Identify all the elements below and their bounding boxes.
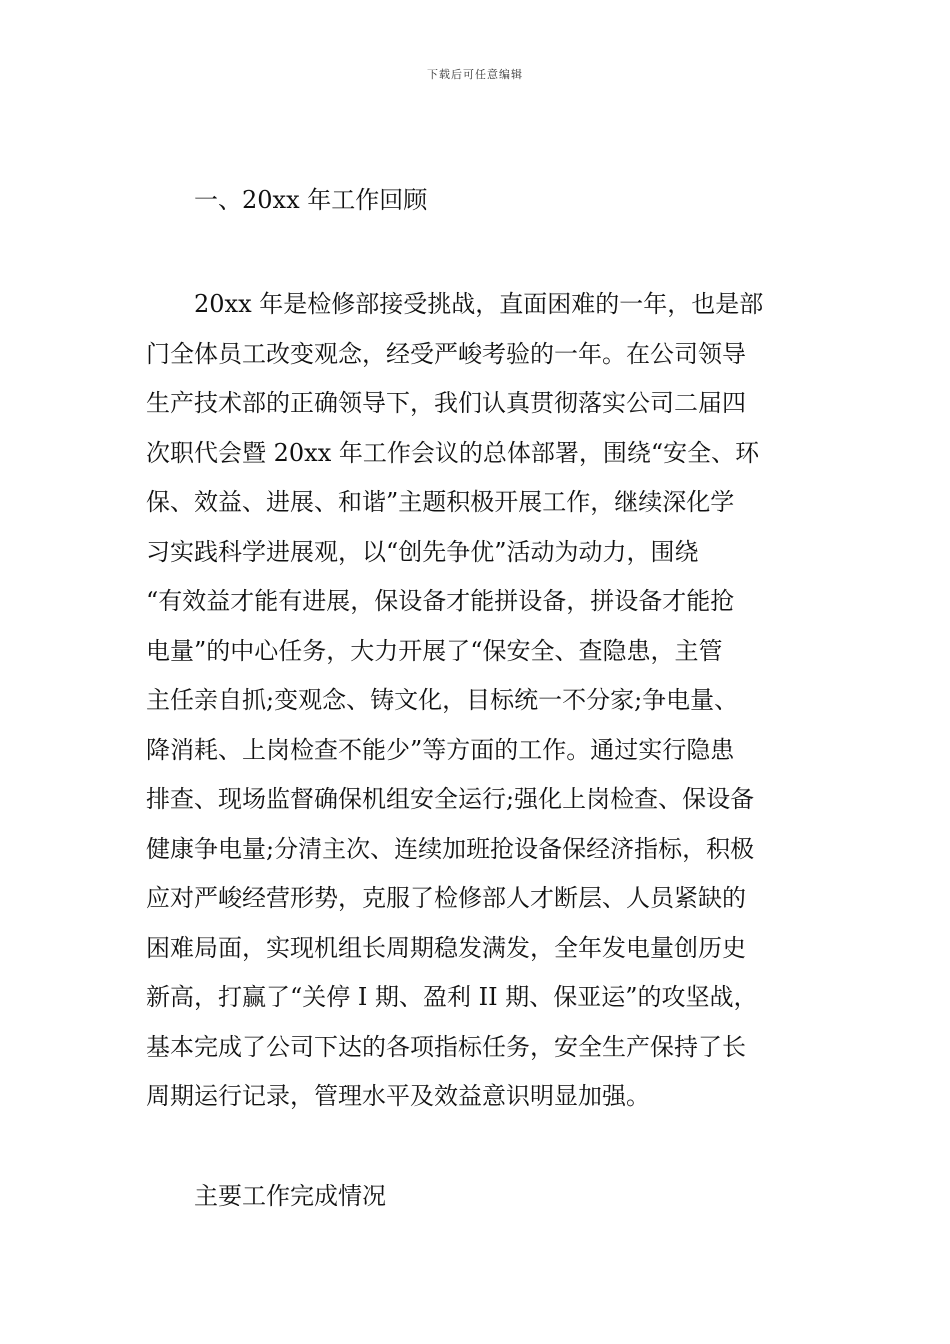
paragraph-line: 健康争电量;分清主次、连续加班抢设备保经济指标，积极 xyxy=(146,834,755,863)
paragraph-line: 应对严峻经营形势，克服了检修部人才断层、人员紧缺的 xyxy=(146,884,746,912)
paragraph-line: 次职代会暨 20xx 年工作会议的总体部署，围绕“安全、环 xyxy=(146,438,760,467)
paragraph-line: 周期运行记录，管理水平及效益意识明显加强。 xyxy=(146,1082,650,1110)
body-paragraph xyxy=(146,280,836,1122)
paragraph-line: 主任亲自抓;变观念、铸文化，目标统一不分家;争电量、 xyxy=(146,686,739,714)
paragraph-line: 困难局面，实现机组长周期稳发满发，全年发电量创历史 xyxy=(146,933,746,962)
paragraph-line: 新高，打赢了“关停 I 期、盈利 II 期、保亚运”的攻坚战， xyxy=(146,983,758,1011)
paragraph-line: “有效益才能有进展，保设备才能拼设备，拼设备才能抢 xyxy=(146,587,735,615)
subheading: 主要工作完成情况 xyxy=(194,1182,386,1210)
paragraph-line: 降消耗、上岗检查不能少”等方面的工作。通过实行隐患 xyxy=(146,735,735,764)
paragraph-line: 电量”的中心任务，大力开展了“保安全、查隐患，主管 xyxy=(146,636,723,665)
paragraph-line: 排查、现场监督确保机组安全运行;强化上岗检查、保设备 xyxy=(146,785,755,813)
paragraph-line: 20xx 年是检修部接受挑战，直面困难的一年，也是部 xyxy=(194,290,764,318)
paragraph-line: 基本完成了公司下达的各项指标任务，安全生产保持了长 xyxy=(146,1032,746,1061)
section-heading: 一、20xx 年工作回顾 xyxy=(194,186,428,214)
paragraph-line: 生产技术部的正确领导下，我们认真贯彻落实公司二届四 xyxy=(146,389,746,417)
header-note: 下载后可任意编辑 xyxy=(427,68,523,81)
paragraph-line: 门全体员工改变观念，经受严峻考验的一年。在公司领导 xyxy=(146,339,746,368)
paragraph-line: 习实践科学进展观，以“创先争优”活动为动力，围绕 xyxy=(146,537,699,566)
paragraph-line: 保、效益、进展、和谐”主题积极开展工作，继续深化学 xyxy=(146,488,735,516)
